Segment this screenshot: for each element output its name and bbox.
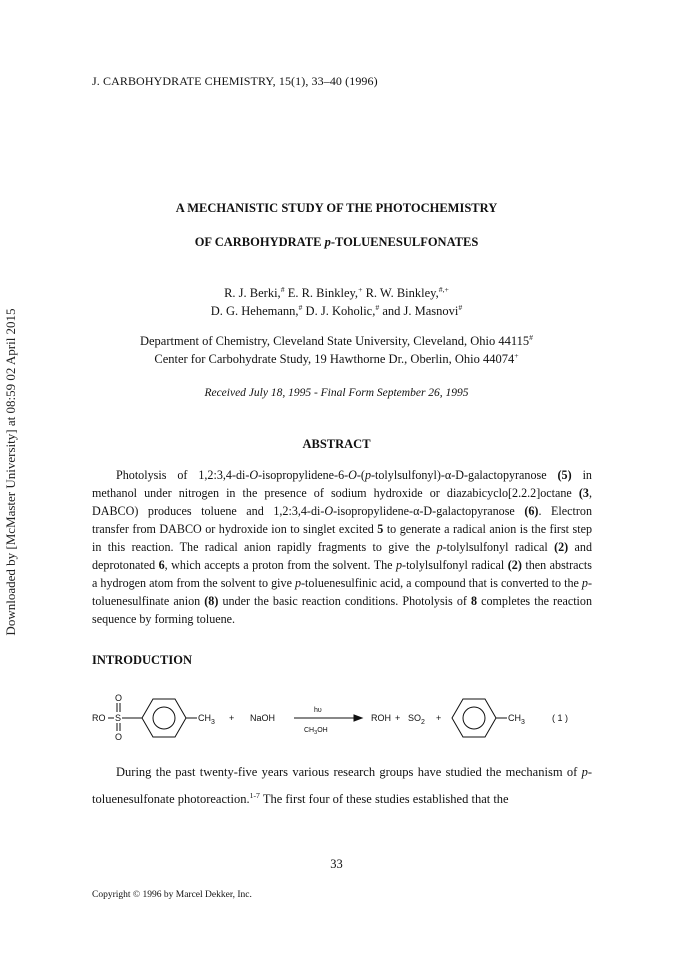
paper-title-line-1: A MECHANISTIC STUDY OF THE PHOTOCHEMISTRY (175, 201, 498, 215)
download-note: Downloaded by [McMaster University] at 08:59 02 April 2015 (3, 308, 18, 636)
benzene-ring-right-aromatic (463, 707, 485, 729)
abstract-text: under the basic reaction conditions. Photolysis of (218, 594, 471, 608)
page-number: 33 (330, 857, 343, 871)
abstract-text: Photolysis of 1,2:3,4-di- (116, 468, 250, 482)
intro-paragraph-text (92, 760, 592, 811)
compound-number: 5 (377, 522, 384, 536)
abstract-text: . Electron transfer from DABCO or hydroxide ion to singlet excited (92, 504, 593, 536)
abstract-text: -( (356, 468, 365, 482)
compound-number: (2) (554, 540, 569, 554)
author-mark: # (458, 303, 463, 312)
title-text: OF CARBOHYDRATE (194, 235, 325, 249)
author-name: D. G. Hehemann, (210, 304, 299, 319)
author-mark: # (298, 303, 303, 312)
abstract-italic: O (324, 504, 334, 518)
eq-arrow-below (304, 727, 328, 736)
author-name: R. W. Binkley, (362, 286, 439, 301)
citation-ref: 1-7 (249, 791, 260, 800)
compound-number: 6 (158, 558, 165, 572)
author-name: and J. Masnovi (379, 304, 459, 319)
abstract-heading: ABSTRACT (302, 437, 371, 451)
eq-solvent-main: CH (304, 727, 315, 734)
intro-text: The first four of these studies established that the (259, 792, 509, 807)
intro-text: -toluenesulfonate photoreaction. (92, 765, 592, 807)
abstract-text: , which accepts a proton from the solvent. The (164, 558, 396, 572)
abstract-text: -toluenesulfinate anion (92, 576, 592, 608)
benzene-ring-left-aromatic (153, 707, 175, 729)
eq-ch3-right-main: CH (508, 713, 521, 723)
abstract-italic: p (436, 540, 443, 554)
journal-citation: J. CARBOHYDRATE CHEMISTRY, 15(1), 33–40 (1996) (92, 74, 378, 88)
author-name: D. J. Koholic, (302, 304, 376, 319)
eq-ch3-left-sub: 3 (211, 719, 215, 726)
abstract-text: and deprotonated (92, 540, 592, 572)
title-text: -TOLUENESULFONATES (330, 235, 479, 249)
abstract-text: then abstracts a hydrogen atom from the solvent to give (92, 558, 592, 590)
eq-naoh: NaOH (250, 713, 276, 723)
eq-oxygen-top: O (115, 693, 123, 703)
abstract-text: -isopropylidene-6- (258, 468, 349, 482)
eq-plus-2: + (395, 713, 401, 723)
paper-title-line-2 (0, 235, 673, 250)
compound-number: (3 (578, 486, 589, 500)
intro-text: During the past twenty-five years various research groups have studied the mechanism of (116, 765, 582, 779)
eq-number: ( 1 ) (552, 713, 569, 723)
author-mark: # (280, 285, 285, 294)
eq-arrow-above: hυ (314, 707, 322, 714)
abstract-text: -isopropylidene-α-D-galactopyranose (333, 504, 525, 518)
eq-ch3-left-main: CH (198, 713, 211, 723)
abstract-italic: p (364, 468, 371, 482)
compound-number: 8 (470, 594, 478, 608)
abstract-italic: p (396, 558, 403, 572)
copyright-notice: Copyright © 1996 by Marcel Dekker, Inc. (92, 890, 252, 900)
eq-solvent-tail: OH (317, 727, 328, 734)
introduction-paragraph (92, 760, 592, 811)
eq-so2 (408, 713, 425, 726)
title-italic: p (324, 235, 331, 249)
compound-number: (5) (557, 468, 572, 482)
author-mark: + (358, 285, 363, 294)
abstract-italic: p (294, 576, 302, 590)
eq-sulfur: S (115, 713, 122, 723)
eq-oxygen-bottom: O (115, 732, 123, 742)
eq-arrow-head-icon (354, 715, 362, 721)
introduction-heading: INTRODUCTION (92, 653, 193, 667)
abstract-text: -toluenesulfinic acid, a compound that is converted to the (301, 576, 582, 590)
abstract-italic: O (348, 468, 357, 482)
abstract-body (92, 466, 592, 628)
author-mark: #,+ (438, 285, 449, 294)
eq-ch3-left (198, 713, 215, 726)
eq-ch3-right (508, 713, 525, 726)
affiliation-mark: + (514, 351, 519, 360)
compound-number: (8) (204, 594, 219, 608)
benzene-ring-right-icon (452, 699, 496, 737)
abstract-text: -tolylsulfonyl radical (402, 558, 508, 572)
eq-so2-sub: 2 (421, 719, 425, 726)
benzene-ring-left-icon (142, 699, 186, 737)
eq-ch3-right-sub: 3 (521, 719, 525, 726)
abstract-italic: O (249, 468, 259, 482)
affiliation-text: Center for Carbohydrate Study, 19 Hawthorne Dr., Oberlin, Ohio 44074 (154, 352, 515, 367)
abstract-paragraph (92, 466, 592, 628)
reaction-equation (92, 688, 592, 748)
eq-so2-main: SO (408, 713, 422, 723)
received-dates: Received July 18, 1995 - Final Form September 26, 1995 (204, 387, 469, 399)
abstract-text: -tolylsulfonyl radical (442, 540, 555, 554)
abstract-text: , DABCO) produces toluene and 1,2:3,4-di- (92, 486, 592, 518)
abstract-italic: p (581, 576, 588, 590)
eq-plus-3: + (436, 713, 442, 723)
compound-number: (2) (507, 558, 522, 572)
intro-italic: p (581, 765, 588, 779)
eq-solvent-sub: 3 (314, 730, 318, 736)
author-name: E. R. Binkley, (284, 286, 359, 301)
eq-ro-label: RO (92, 713, 106, 723)
affiliation-mark: # (529, 333, 534, 342)
affiliation-text: Department of Chemistry, Cleveland State University, Cleveland, Ohio 44115 (139, 334, 530, 349)
abstract-text: -tolylsulfonyl)-α-D-galactopyranose (371, 468, 558, 482)
authors-line-2 (0, 298, 673, 321)
compound-number: (6) (524, 504, 539, 518)
eq-roh: ROH (371, 713, 391, 723)
abstract-text: to generate a radical anion is the first step in this reaction. The radical anion rapidly fragments to give the (92, 522, 592, 554)
eq-plus-1: + (229, 713, 235, 723)
author-name: R. J. Berki, (224, 286, 281, 301)
affiliation-2 (0, 347, 673, 368)
author-mark: # (375, 303, 380, 312)
abstract-text: in methanol under nitrogen in the presence of sodium hydroxide or diazabicyclo[2.2.2]octane (92, 468, 592, 500)
abstract-text: completes the reaction sequence by forming toluene. (92, 594, 593, 626)
